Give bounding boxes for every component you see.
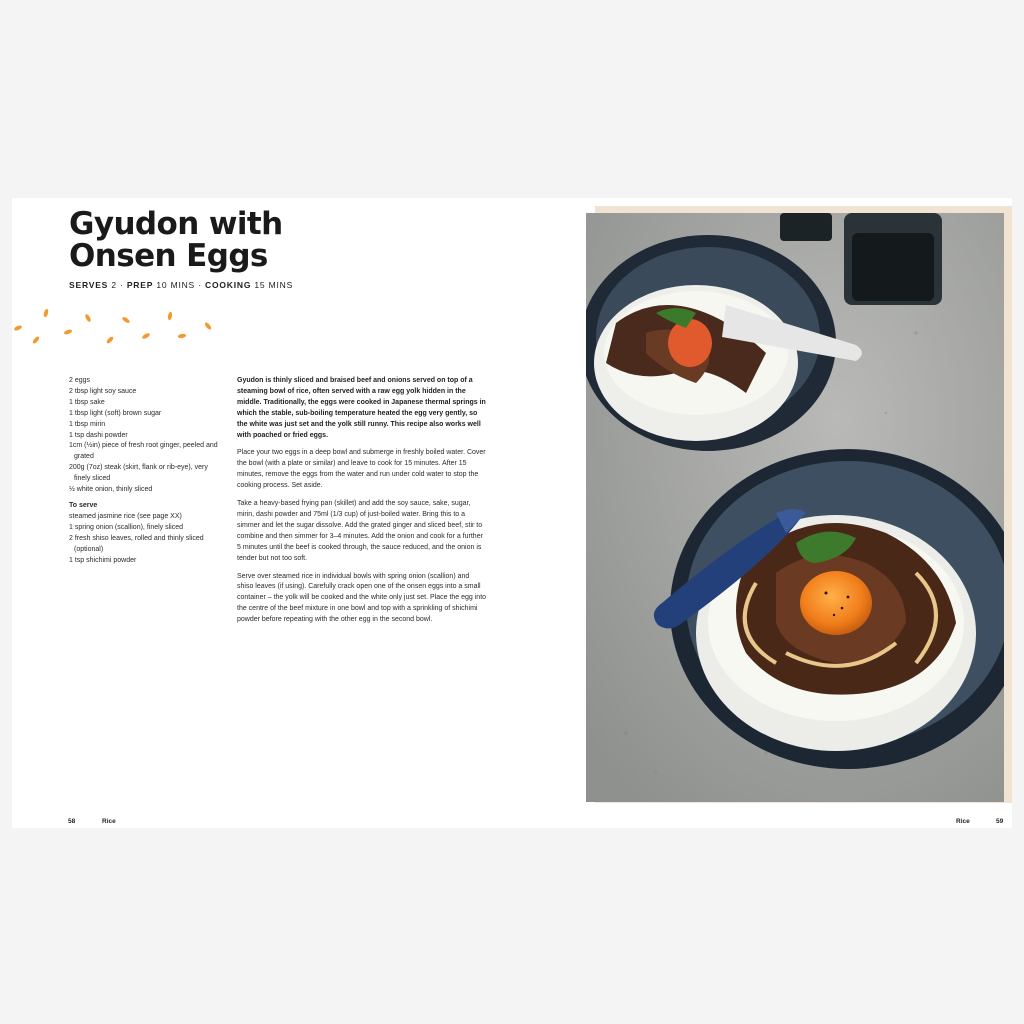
list-item: 1 tbsp light (soft) brown sugar [69,409,162,417]
recipe-title [69,208,283,272]
ingredient-list [69,376,219,566]
gyudon-bowls-photo [586,213,1004,802]
book-spread [12,198,1012,828]
title-line-1: Gyudon with [69,206,283,242]
section-label-right: Rice [956,818,970,825]
to-serve-heading: To serve [69,501,98,509]
recipe-meta [69,280,293,290]
meta-separator: · [198,280,202,290]
list-item: 1cm (½in) piece of fresh root ginger, peeled and grated [69,442,218,461]
serves-label: SERVES [69,280,109,290]
rice-grain-icon [12,306,222,350]
list-item: 1 tsp shichimi powder [69,556,137,564]
page-number-right: 59 [996,818,1004,825]
section-label-left: Rice [102,818,116,825]
page-number-left: 58 [68,818,76,825]
list-item: 2 tbsp light soy sauce [69,387,137,395]
method-text [237,376,487,633]
cooking-label: COOKING [205,280,252,290]
list-item: ½ white onion, thinly sliced [69,486,153,494]
list-item: 1 tbsp sake [69,398,105,406]
right-page [512,198,1012,828]
list-item: 1 spring onion (scallion), finely sliced [69,523,183,531]
list-item: 1 tbsp mirin [69,420,106,428]
left-page [12,198,512,828]
meta-separator: · [120,280,124,290]
list-item: 2 fresh shiso leaves, rolled and thinly sliced (optional) [69,534,204,553]
prep-label: PREP [126,280,154,290]
method-paragraph: Serve over steamed rice in individual bowls with spring onion (scallion) and shiso leaves (if using). Carefully crack open one of the onsen eggs into a small container – the yolk will be cooked and the white only just set. Place the egg into the centre of the beef mixture in one bowl and top with a sprinkling of shichimi powder before repeating with the other egg in the second bowl. [237,572,487,624]
title-line-2: Onsen Eggs [69,238,268,274]
cooking-value: 15 MINS [254,280,294,290]
method-paragraph: Take a heavy-based frying pan (skillet) and add the soy sauce, sake, sugar, mirin, dashi powder and 75ml (1/3 cup) of just-boiled water. Bring this to a simmer and let the sugar dissolve. Add the grated ginger and sliced beef, stir to combine and then simmer for 3–4 minutes. Add the onion and cook for a further 5 minutes until the beef is cooked through, the sauce reduced, and the onion is tender but not too soft. [237,500,483,562]
intro-paragraph: Gyudon is thinly sliced and braised beef and onions served on top of a steaming bowl of rice, often served with a raw egg yolk hidden in the middle. Traditionally, the eggs were cooked in Japanese thermal springs in which the stable, sub-boiling temperature heated the egg very gently, so the white was just set and the yolk still runny. This recipe also works well with poached or fried eggs. [237,377,486,439]
serves-value: 2 [111,280,117,290]
list-item: 200g (7oz) steak (skirt, flank or rib-eye), very finely sliced [69,464,208,483]
list-item: 2 eggs [69,377,91,384]
list-item: steamed jasmine rice (see page XX) [69,512,182,520]
list-item: 1 tsp dashi powder [69,431,128,439]
prep-value: 10 MINS [156,280,196,290]
method-paragraph: Place your two eggs in a deep bowl and submerge in freshly boiled water. Cover the bowl (with a plate or similar) and leave to cook for 15 minutes. After 15 minutes, remove the eggs from the water and run under cold water to stop the cooking process. Set aside. [237,449,486,490]
